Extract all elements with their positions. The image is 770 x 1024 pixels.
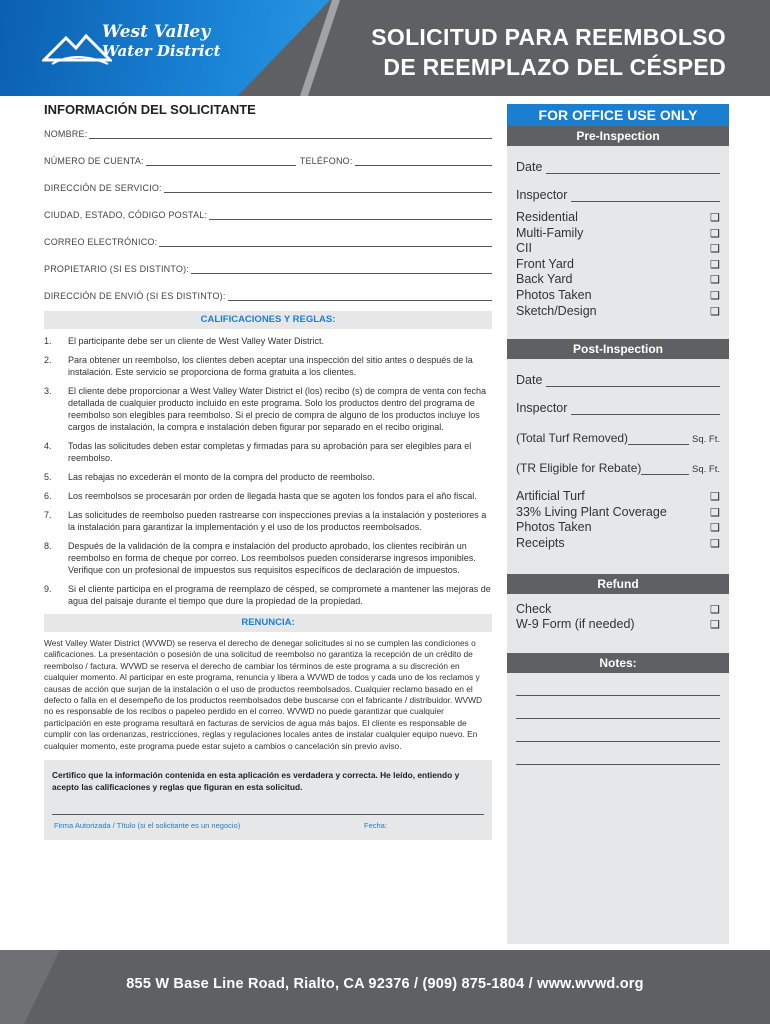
- checklist-label: Photos Taken: [516, 520, 592, 535]
- checkbox-icon[interactable]: ❑: [710, 521, 720, 535]
- certification-box: [44, 760, 492, 840]
- tr-eligible-line[interactable]: [641, 467, 689, 475]
- checklist-item[interactable]: [516, 288, 720, 304]
- checkbox-icon[interactable]: ❑: [710, 304, 720, 318]
- refund-title: Refund: [507, 574, 729, 594]
- name-label: NOMBRE:: [44, 129, 88, 139]
- post-inspector-label: Inspector: [516, 401, 568, 416]
- notes-line[interactable]: [516, 742, 720, 765]
- post-inspection-checklist: [507, 475, 729, 551]
- waiver-text: West Valley Water District (WVWD) se reserva el derecho de denegar solicitudes si no se cumplen las condiciones o calificaciones. La presentación o posesión de una solicitud de reembolso no garantiza la recepción de un crédito de reembolso / factura. WVWD se reserva el derecho de cambiar los términos de este programa a su discreción en cualquier momento. Al participar en este programa, renuncia y libera a WVWD de todos y cada uno de los reclamos y causas de acción que surjan de la instalación o el uso de productos reembolsados. Cualquier reclamo basado en el defecto o falla en el desempeño de los productos reembolsados debe buscarse con el fabricante / distribuidor. WVWD no es responsable de los recibos o papeleo perdido en el correo. WVWD no puede garantizar que cualquier participación en este programa resultará en facturas de servicios de agua más bajos. El cliente es responsable de cumplir con las ordenanzas, restricciones, reglas y regulaciones locales antes de instalar cualquier equipo nuevo. En cualquier momento, este programa puede estar sujeto a cambios o cancelación sin previo aviso.: [44, 638, 483, 751]
- title-line1: SOLICITUD PARA REEMBOLSO: [371, 24, 726, 50]
- checklist-label: Sketch/Design: [516, 303, 597, 318]
- checklist-label: W-9 Form (if needed): [516, 617, 635, 632]
- post-inspection-title: Post-Inspection: [507, 339, 729, 359]
- rule-item: [44, 490, 492, 502]
- email-label: CORREO ELECTRÓNICO:: [44, 237, 158, 247]
- notes-line[interactable]: [516, 696, 720, 719]
- tr-eligible-unit: Sq. Ft.: [692, 464, 720, 476]
- rule-item: [44, 354, 492, 378]
- rule-text: Los reembolsos se procesarán por orden de llegada hasta que se agoten los fondos para el año fiscal.: [68, 491, 477, 501]
- checkbox-icon[interactable]: ❑: [710, 211, 720, 224]
- logo-line2: Water District: [102, 42, 221, 60]
- rule-item: [44, 583, 492, 607]
- checklist-label: Photos Taken: [516, 287, 592, 302]
- account-label: NÚMERO DE CUENTA:: [44, 156, 144, 166]
- post-inspector-line[interactable]: [571, 407, 720, 415]
- checklist-label: Check: [516, 601, 552, 616]
- checklist-item[interactable]: [516, 617, 720, 633]
- phone-line[interactable]: [355, 157, 492, 166]
- checklist-label: Residential: [516, 210, 578, 224]
- pre-inspector-line[interactable]: [571, 194, 720, 202]
- rule-text: Después de la validación de la compra e instalación del producto aprobado, los clientes recibirán un reembolso en forma de cheque por correo. Los reembolsos pueden considerarse ingresos imponibles. Verifique con un profesional de impuestos sus requisitos específicos de declaración de impuestos.: [68, 541, 476, 575]
- checkbox-icon[interactable]: ❑: [710, 288, 720, 302]
- rule-number: 7.: [44, 510, 52, 520]
- rule-number: 5.: [44, 472, 52, 482]
- rule-item: [44, 540, 492, 576]
- checklist-item[interactable]: [516, 602, 720, 618]
- office-use-panel: [507, 104, 729, 944]
- waiver-title: RENUNCIA:: [44, 614, 492, 632]
- account-phone-row: [44, 139, 492, 166]
- rule-number: 1.: [44, 336, 52, 346]
- pre-date-label: Date: [516, 160, 543, 174]
- checklist-label: Back Yard: [516, 272, 573, 287]
- applicant-column: [44, 100, 492, 840]
- rule-text: Las solicitudes de reembolso pueden rastrearse con inspecciones previas a la instalación y posteriores a la instalación para garantizar la implementación y el uso de los productos reembolsados.: [68, 510, 487, 532]
- footer: [0, 950, 770, 1024]
- checkbox-icon[interactable]: ❑: [710, 618, 720, 632]
- city-label: CIUDAD, ESTADO, CÓDIGO POSTAL:: [44, 210, 208, 220]
- owner-field[interactable]: [44, 247, 492, 274]
- checklist-label: 33% Living Plant Coverage: [516, 504, 667, 519]
- mailing-line[interactable]: [228, 292, 492, 301]
- checkbox-icon[interactable]: ❑: [710, 226, 720, 240]
- email-line[interactable]: [159, 238, 492, 247]
- owner-line[interactable]: [191, 265, 492, 274]
- rule-item: [44, 509, 492, 533]
- notes-line[interactable]: [516, 673, 720, 696]
- refund-checklist: [507, 594, 729, 633]
- pre-inspection-title: Pre-Inspection: [507, 126, 729, 146]
- checkbox-icon[interactable]: ❑: [710, 257, 720, 271]
- checklist-item[interactable]: [516, 226, 720, 242]
- owner-label: PROPIETARIO (SI ES DISTINTO):: [44, 264, 189, 274]
- rule-text: Si el cliente participa en el programa de reemplazo de césped, se compromete a mantener las mejoras de agua del paisaje durante el tiempo que dure la propiedad de la propiedad.: [68, 584, 491, 606]
- tr-eligible-label: (TR Eligible for Rebate): [516, 461, 642, 476]
- rule-text: El cliente debe proporcionar a West Valley Water District el (los) recibo (s) de compra de venta con fecha detallada de cualquier producto incluido en este programa. Solo los productos dentro del programa de reembolso son elegibles para reembolso. Si el precio de compra de alguno de los productos incluye los cargos de instalación, la compra e instalación deben figurar por separado en el recibo original.: [68, 386, 487, 432]
- rules-list: [44, 335, 492, 607]
- mailing-label: DIRECCIÓN DE ENVIÓ (SI ES DISTINTO):: [44, 291, 226, 301]
- turf-removed-label: (Total Turf Removed): [516, 431, 629, 446]
- post-date-label: Date: [516, 373, 543, 388]
- checklist-item[interactable]: [516, 272, 720, 288]
- checklist-item[interactable]: [516, 304, 720, 320]
- rule-text: Para obtener un reembolso, los clientes deben aceptar una inspección del sitio antes o después de la instalación. Este servicio se proporciona de forma gratuita a los clientes.: [68, 355, 473, 377]
- checkbox-icon[interactable]: ❑: [710, 505, 720, 519]
- tr-eligible-field[interactable]: [507, 445, 729, 475]
- phone-label: TELÉFONO:: [299, 156, 353, 166]
- service-address-field[interactable]: [44, 166, 492, 193]
- rule-item: [44, 440, 492, 464]
- city-line[interactable]: [209, 211, 492, 220]
- checklist-item[interactable]: [516, 520, 720, 536]
- checkbox-icon[interactable]: ❑: [710, 536, 720, 550]
- turf-removed-field[interactable]: [507, 415, 729, 445]
- post-inspector-field[interactable]: [507, 387, 729, 415]
- service-address-line[interactable]: [164, 184, 492, 193]
- service-address-label: DIRECCIÓN DE SERVICIO:: [44, 183, 162, 193]
- checkbox-icon[interactable]: ❑: [710, 273, 720, 287]
- logo-line1: West Valley: [102, 22, 211, 42]
- email-field[interactable]: [44, 220, 492, 247]
- pre-date-field[interactable]: [507, 146, 729, 174]
- rule-text: Todas las solicitudes deben estar completas y firmadas para su aprobación para ser elegibles para el reembolso.: [68, 441, 472, 463]
- mailing-field[interactable]: [44, 274, 492, 301]
- post-date-field[interactable]: [507, 359, 729, 387]
- rule-number: 3.: [44, 386, 52, 396]
- pre-inspection-checklist: [507, 202, 729, 319]
- rules-title: CALIFICACIONES Y REGLAS:: [44, 311, 492, 329]
- logo: [42, 20, 242, 70]
- account-line[interactable]: [146, 157, 296, 166]
- checklist-item[interactable]: [516, 489, 720, 505]
- header: [0, 0, 770, 96]
- rule-number: 6.: [44, 491, 52, 501]
- checklist-label: Front Yard: [516, 256, 574, 271]
- certification-text: Certifico que la información contenida en esta aplicación es verdadera y correcta. He leído, entiendo y acepto las calificaciones y reglas que figuran en esta solicitud.: [52, 770, 460, 793]
- checkbox-icon[interactable]: ❑: [710, 602, 720, 616]
- signature-line[interactable]: [52, 814, 484, 815]
- post-date-line[interactable]: [546, 379, 720, 387]
- rule-item: [44, 335, 492, 347]
- rule-text: Las rebajas no excederán el monto de la compra del producto de reembolso.: [68, 472, 375, 482]
- name-line[interactable]: [89, 130, 492, 139]
- turf-removed-unit: Sq. Ft.: [692, 434, 720, 446]
- pre-date-line[interactable]: [546, 166, 720, 174]
- applicant-section-title: INFORMACIÓN DEL SOLICITANTE: [44, 102, 256, 117]
- checklist-item[interactable]: [516, 505, 720, 521]
- signature-label: Firma Autorizada / Título (si el solicitante es un negocio): [54, 821, 241, 831]
- checklist-label: Receipts: [516, 535, 565, 550]
- city-field[interactable]: [44, 193, 492, 220]
- rule-number: 4.: [44, 441, 52, 451]
- checklist-label: Multi-Family: [516, 225, 584, 240]
- document-title: [371, 22, 726, 82]
- rule-number: 8.: [44, 541, 52, 551]
- checklist-item[interactable]: [516, 536, 720, 552]
- checklist-item[interactable]: [516, 257, 720, 273]
- rule-item: [44, 385, 492, 433]
- pre-inspector-label: Inspector: [516, 188, 568, 202]
- notes-title: Notes:: [507, 653, 729, 673]
- checkbox-icon[interactable]: ❑: [710, 242, 720, 256]
- title-line2: DE REEMPLAZO DEL CÉSPED: [383, 54, 726, 80]
- checkbox-icon[interactable]: ❑: [710, 490, 720, 504]
- rule-text: El participante debe ser un cliente de West Valley Water District.: [68, 336, 324, 346]
- checklist-label: Artificial Turf: [516, 489, 585, 504]
- pre-inspector-field[interactable]: [507, 174, 729, 202]
- name-field[interactable]: [44, 117, 492, 139]
- footer-contact: 855 W Base Line Road, Rialto, CA 92376 / (909) 875-1804 / www.wvwd.org: [126, 976, 644, 992]
- office-title: FOR OFFICE USE ONLY: [507, 104, 729, 126]
- turf-removed-line[interactable]: [628, 437, 689, 445]
- checklist-item[interactable]: [516, 241, 720, 257]
- rule-number: 2.: [44, 355, 52, 365]
- checklist-label: CII: [516, 241, 532, 256]
- checklist-item[interactable]: [516, 210, 720, 226]
- date-label: Fecha:: [364, 821, 387, 831]
- notes-line[interactable]: [516, 719, 720, 742]
- rule-number: 9.: [44, 584, 52, 594]
- rule-item: [44, 471, 492, 483]
